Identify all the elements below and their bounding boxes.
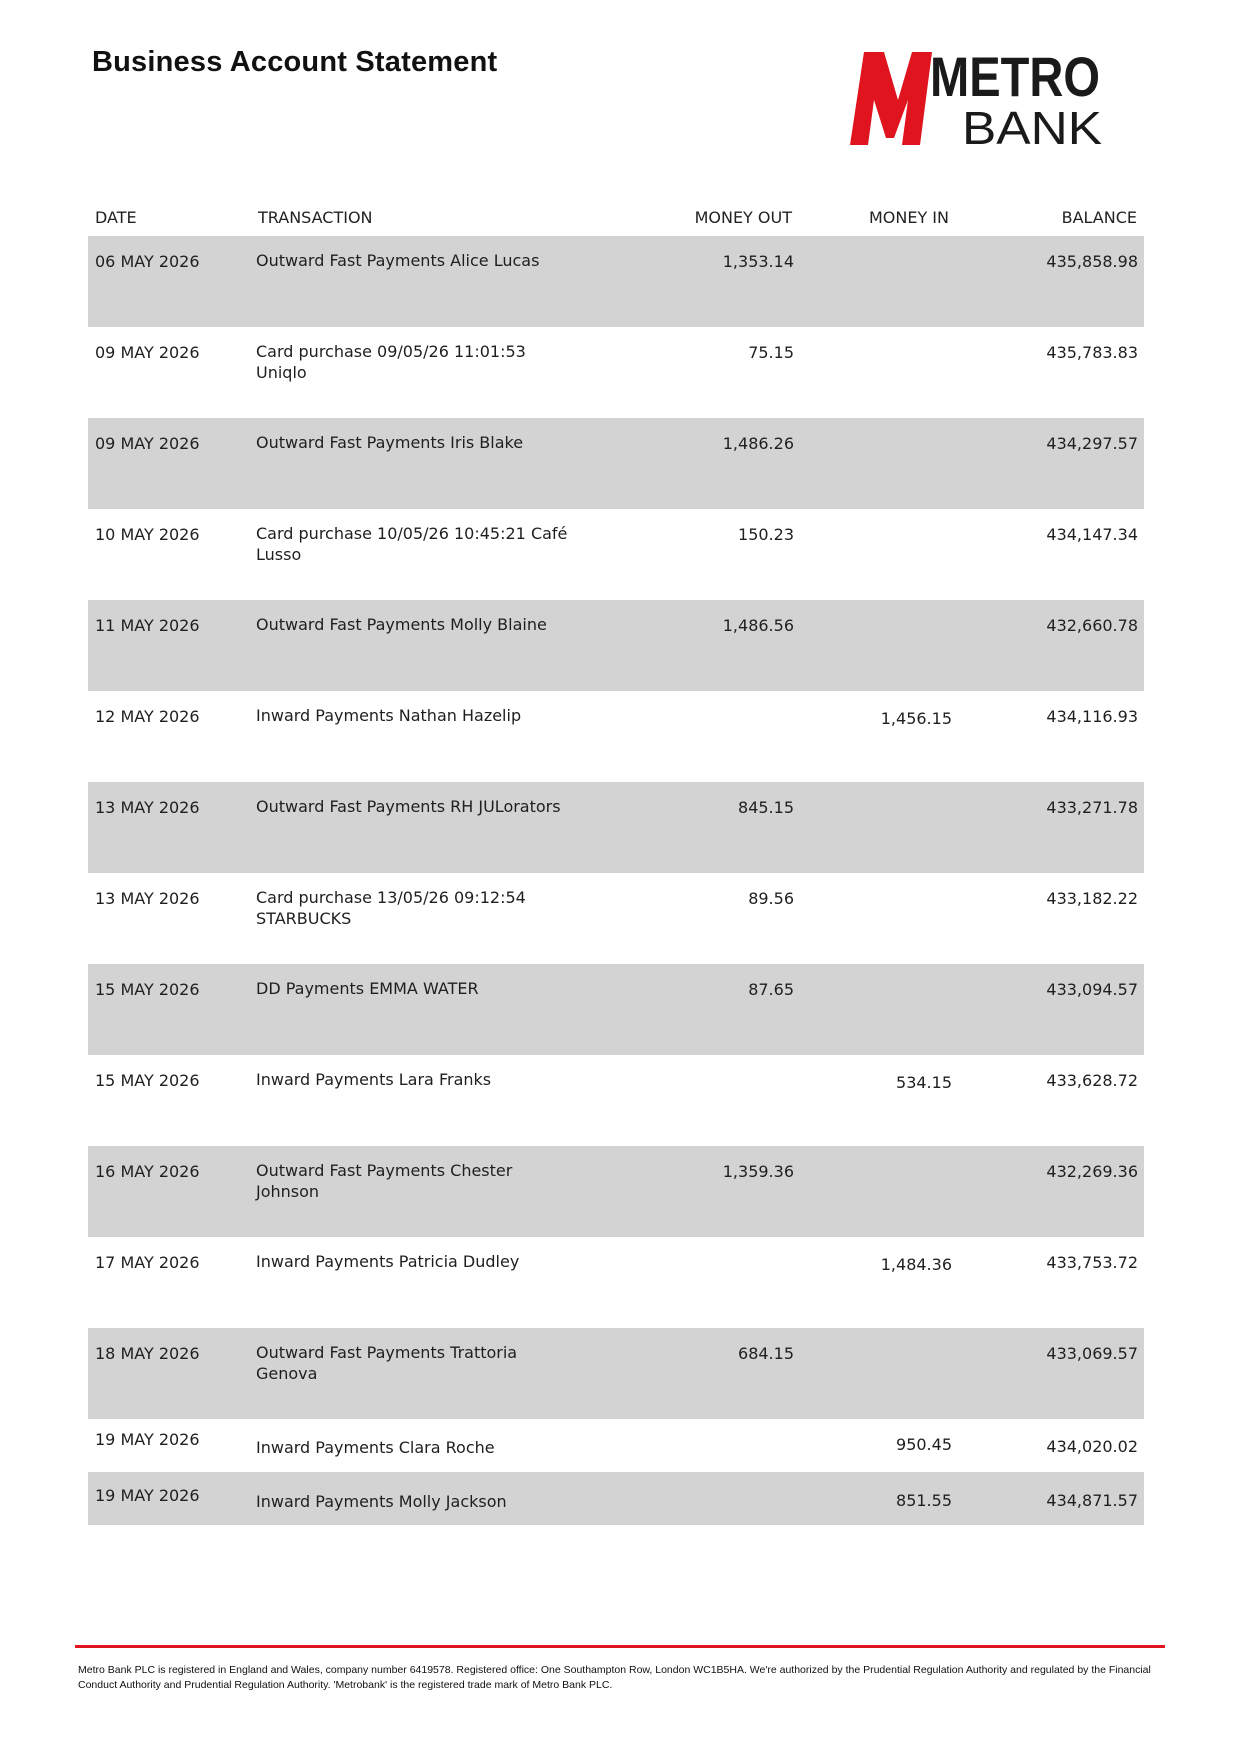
row-transaction: Inward Payments Patricia Dudley: [256, 1252, 520, 1271]
row-money-out: 150.23: [738, 525, 794, 544]
row-money-out: 1,486.26: [722, 434, 794, 453]
footer-divider: [75, 1645, 1165, 1648]
header-money-out: MONEY OUT: [694, 208, 792, 227]
row-date: 16 MAY 2026: [95, 1162, 200, 1181]
row-transaction: Outward Fast Payments Trattoria Genova: [256, 1343, 518, 1383]
row-money-in: 1,456.15: [880, 709, 952, 728]
row-transaction: Outward Fast Payments RH JULorators: [256, 797, 561, 816]
row-date: 10 MAY 2026: [95, 525, 200, 544]
row-date: 19 MAY 2026: [95, 1486, 200, 1505]
row-transaction: Inward Payments Nathan Hazelip: [256, 706, 522, 725]
table-row: [88, 1237, 1144, 1328]
row-transaction: DD Payments EMMA WATER: [256, 979, 479, 998]
row-money-out: 845.15: [738, 798, 794, 817]
row-balance: 432,269.36: [1046, 1162, 1138, 1181]
row-date: 17 MAY 2026: [95, 1253, 200, 1272]
row-money-out: 684.15: [738, 1344, 794, 1363]
row-date: 11 MAY 2026: [95, 616, 200, 635]
row-balance: 432,660.78: [1046, 616, 1138, 635]
row-balance: 433,182.22: [1046, 889, 1138, 908]
row-date: 13 MAY 2026: [95, 798, 200, 817]
row-balance: 433,628.72: [1046, 1071, 1138, 1090]
row-transaction: Outward Fast Payments Chester Johnson: [256, 1161, 513, 1201]
row-money-in: 851.55: [896, 1491, 952, 1510]
table-row: [88, 782, 1144, 873]
row-money-in: 1,484.36: [880, 1255, 952, 1274]
row-date: 15 MAY 2026: [95, 1071, 200, 1090]
row-balance: 433,094.57: [1046, 980, 1138, 999]
table-row: [88, 1146, 1144, 1237]
row-balance: 433,271.78: [1046, 798, 1138, 817]
table-row: [88, 1328, 1144, 1419]
row-money-out: 1,353.14: [722, 252, 794, 271]
table-row: [88, 691, 1144, 782]
table-header: [88, 204, 1144, 234]
row-date: 12 MAY 2026: [95, 707, 200, 726]
row-transaction: Inward Payments Molly Jackson: [256, 1492, 507, 1511]
transaction-table: [88, 236, 1144, 1525]
row-transaction: Card purchase 09/05/26 11:01:53 Uniqlo: [256, 342, 526, 382]
table-row: [88, 327, 1144, 418]
row-date: 18 MAY 2026: [95, 1344, 200, 1363]
metro-bank-logo: [850, 45, 1110, 154]
table-row: [88, 1055, 1144, 1146]
row-transaction: Card purchase 10/05/26 10:45:21 Café Lusso: [256, 524, 568, 564]
header-transaction: TRANSACTION: [258, 208, 373, 227]
table-row: [88, 964, 1144, 1055]
table-row: [88, 873, 1144, 964]
row-money-out: 75.15: [748, 343, 794, 362]
row-money-out: 87.65: [748, 980, 794, 999]
row-transaction: Outward Fast Payments Iris Blake: [256, 433, 524, 452]
row-date: 09 MAY 2026: [95, 434, 200, 453]
table-row: [88, 600, 1144, 691]
row-balance: 435,783.83: [1046, 343, 1138, 362]
header-money-in: MONEY IN: [868, 208, 949, 227]
table-row: [88, 418, 1144, 509]
row-transaction: Inward Payments Clara Roche: [256, 1438, 495, 1457]
row-money-out: 89.56: [748, 889, 794, 908]
row-transaction: Card purchase 13/05/26 09:12:54 STARBUCKS: [256, 888, 526, 928]
row-money-in: 534.15: [896, 1073, 952, 1092]
row-date: 09 MAY 2026: [95, 343, 200, 362]
row-date: 15 MAY 2026: [95, 980, 200, 999]
row-balance: 434,116.93: [1046, 707, 1138, 726]
table-row: [88, 236, 1144, 327]
row-money-out: 1,486.56: [722, 616, 794, 635]
table-row: [88, 509, 1144, 600]
row-money-in: 950.45: [896, 1435, 952, 1454]
footer-legal-text: Metro Bank PLC is registered in England and Wales, company number 6419578. Registered office: One Southampton Row, London WC1B5HA. We're authorized by the Prudential Regulation Authority and regulated by the Financial Conduct Authority and Prudential Regulation Authority. 'Metrobank' is the registered trade mark of Metro Bank PLC.: [78, 1664, 1151, 1691]
logo-word-bank: BANK: [962, 102, 1103, 154]
page-title: Business Account Statement: [92, 46, 498, 78]
row-date: 06 MAY 2026: [95, 252, 200, 271]
logo-word-metro: METRO: [930, 45, 1100, 108]
header-balance: BALANCE: [1061, 208, 1137, 227]
row-balance: 433,069.57: [1046, 1344, 1138, 1363]
row-balance: 435,858.98: [1046, 252, 1138, 271]
row-balance: 434,147.34: [1046, 525, 1138, 544]
row-date: 13 MAY 2026: [95, 889, 200, 908]
row-transaction: Outward Fast Payments Molly Blaine: [256, 615, 547, 634]
logo-m-mark: [850, 52, 932, 145]
row-money-out: 1,359.36: [722, 1162, 794, 1181]
table-row: [88, 1419, 1144, 1472]
row-transaction: Outward Fast Payments Alice Lucas: [256, 251, 540, 270]
header-date: DATE: [95, 208, 137, 227]
row-balance: 433,753.72: [1046, 1253, 1138, 1272]
table-row: [88, 1472, 1144, 1525]
row-balance: 434,020.02: [1046, 1437, 1138, 1456]
row-transaction: Inward Payments Lara Franks: [256, 1070, 492, 1089]
row-balance: 434,871.57: [1046, 1491, 1138, 1510]
row-balance: 434,297.57: [1046, 434, 1138, 453]
row-date: 19 MAY 2026: [95, 1430, 200, 1449]
